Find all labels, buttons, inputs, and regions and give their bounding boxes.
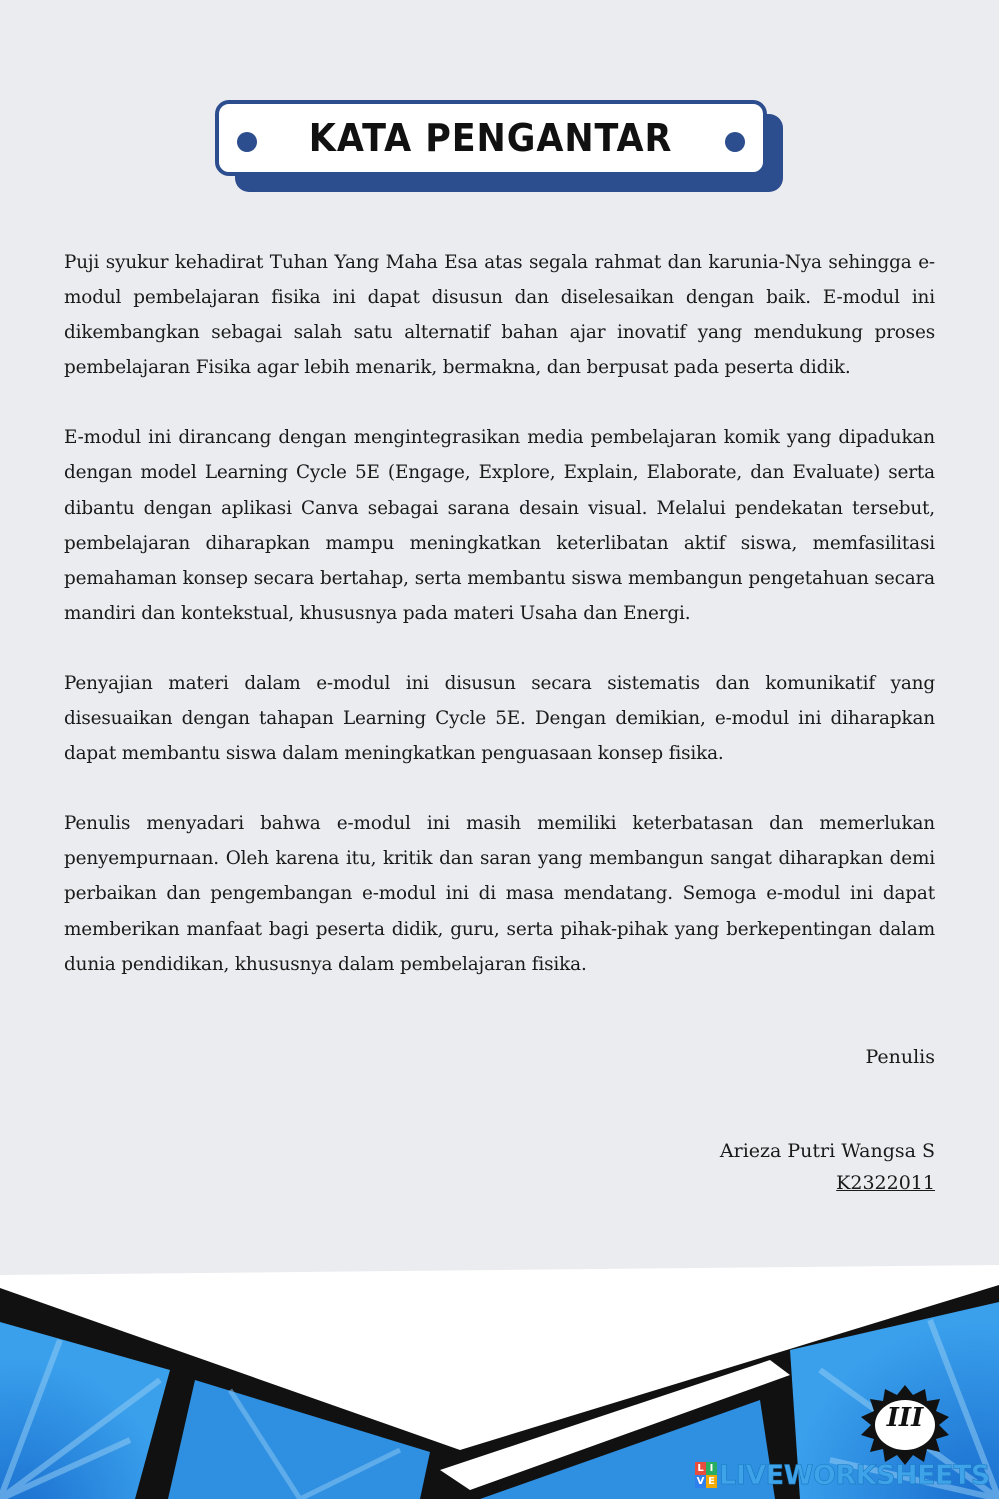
logo-letter-v: V <box>696 1476 705 1487</box>
signature-name: Arieza Putri Wangsa S <box>719 1140 935 1162</box>
logo-letter-l: L <box>695 1462 706 1475</box>
paragraph-3: Penyajian materi dalam e-modul ini disusun secara sistematis dan komunikatif yang disesuaikan dengan tahapan Learning Cycle 5E. Dengan demikian, e-modul ini diharapkan dapat membantu siswa dalam meningkatkan penguasaan konsep fisika. <box>64 672 935 765</box>
liveworksheets-watermark <box>695 1458 990 1492</box>
signature-role: Penulis <box>865 1046 935 1068</box>
title-banner-box <box>215 100 767 176</box>
signature-student-id: K2322011 <box>836 1172 935 1194</box>
banner-dot-right <box>725 132 745 152</box>
logo-letter-i: I <box>706 1462 717 1475</box>
paragraph-2: E-modul ini dirancang dengan mengintegrasikan media pembelajaran komik yang dipadukan dengan model Learning Cycle 5E (Engage, Explore, Explain, Elaborate, dan Evaluate) serta dibantu dengan aplikasi Canva sebagai sarana desain visual. Melalui pendekatan tersebut, pembelajaran diharapkan mampu meningkatkan keterlibatan aktif siswa, memfasilitasi pemahaman konsep secara bertahap, serta membantu siswa membangun pengetahuan secara mandiri dan kontekstual, khususnya pada materi Usaha dan Energi. <box>64 427 935 624</box>
paragraph-1: Puji syukur kehadirat Tuhan Yang Maha Esa atas segala rahmat dan karunia-Nya sehingga e-modul pembelajaran fisika ini dapat disusun dan diselesaikan dengan baik. E-modul ini dikembangkan sebagai salah satu alternatif bahan ajar inovatif yang mendukung proses pembelajaran Fisika agar lebih menarik, bermakna, dan berpusat pada peserta didik. <box>64 252 935 379</box>
watermark-text: LIVEWORKSHEETS <box>719 1459 990 1491</box>
logo-letter-e: E <box>706 1475 717 1488</box>
title-banner <box>215 100 785 195</box>
banner-dot-left <box>237 132 257 152</box>
liveworksheets-logo-icon <box>695 1462 717 1488</box>
preface-content <box>64 245 935 1017</box>
page-number: III <box>886 1403 924 1433</box>
paragraph-4: Penulis menyadari bahwa e-modul ini masih memiliki keterbatasan dan memerlukan penyempurnaan. Oleh karena itu, kritik dan saran yang membangun sangat diharapkan demi perbaikan dan pengembangan e-modul ini di masa mendatang. Semoga e-modul ini dapat memberikan manfaat bagi peserta didik, guru, serta pihak-pihak yang berkepentingan dalam dunia pendidikan, khususnya dalam pembelajaran fisika. <box>64 813 935 975</box>
page-title: KATA PENGANTAR <box>309 116 673 160</box>
